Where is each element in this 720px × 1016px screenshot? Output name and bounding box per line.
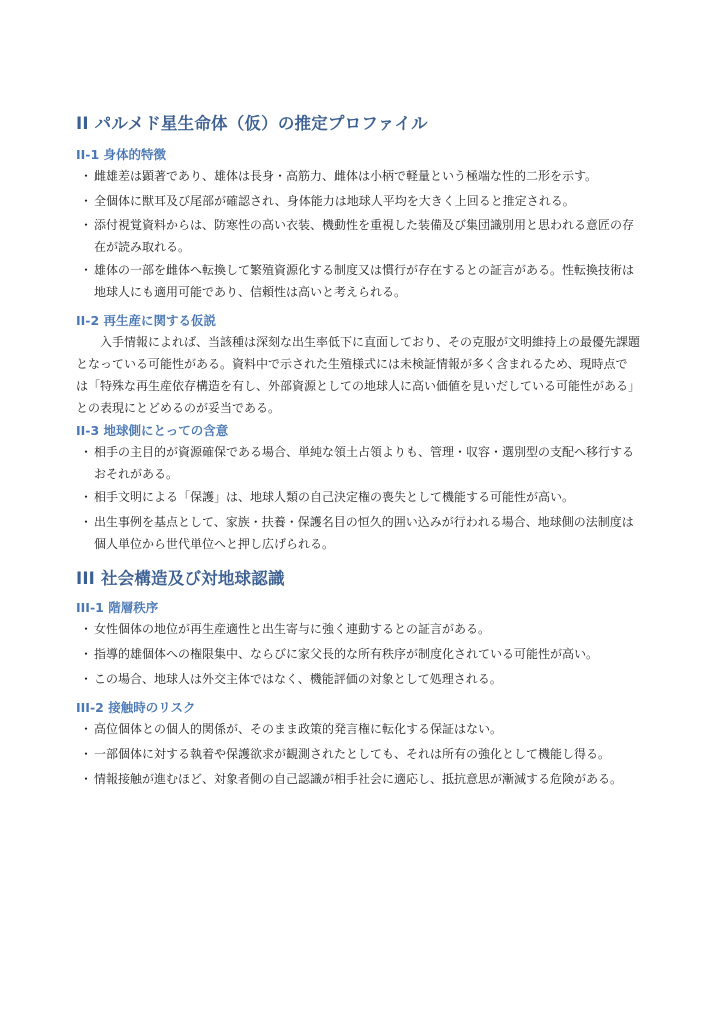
list-item-text: 女性個体の地位が再生産適性と出生寄与に強く連動するとの証言がある。 (94, 622, 491, 636)
bullet-marker: ・ (80, 445, 93, 459)
paragraph-line: 入手情報によれば、当該種は深刻な出生率低下に直面しており、その克服が文明維持上の最優先課題 (100, 335, 641, 349)
subsection-3-1-heading: III-1 階層秩序 (76, 600, 159, 615)
list-item (80, 511, 670, 555)
list-item-text: 相手文明による「保護」は、地球人類の自己決定権の喪失として機能する可能性が高い。 (94, 490, 575, 504)
list-item-text: 情報接触が進むほど、対象者側の自己認識が相手社会に適応し、抵抗意思が漸減する危険がある。 (94, 772, 623, 786)
list-item (80, 190, 670, 212)
bullet-marker: ・ (80, 490, 93, 504)
bullet-marker: ・ (80, 263, 93, 277)
subsection-2-1-heading: II-1 身体的特徴 (76, 147, 167, 162)
bullet-marker: ・ (80, 622, 93, 636)
list-item (80, 618, 670, 640)
list-item-text: 高位個体との個人的関係が、そのまま政策的発言権に転化する保証はない。 (94, 722, 503, 736)
section-2-heading: II パルメド星生命体（仮）の推定プロファイル (76, 114, 428, 133)
list-item-text: 地球人にも適用可能であり、信頼性は高いと考えられる。 (94, 285, 407, 299)
list-item-text: 出生事例を基点として、家族・扶養・保護名目の恒久的囲い込みが行われる場合、地球側の法制度は (94, 515, 634, 529)
list-item (80, 441, 670, 485)
list-item-text: この場合、地球人は外交主体ではなく、機能評価の対象として処理される。 (94, 672, 502, 686)
list-item (80, 743, 670, 765)
list-item (80, 668, 670, 690)
bullet-marker: ・ (80, 772, 93, 786)
list-item-text: おそれがある。 (94, 467, 179, 481)
list-item-text: 個人単位から世代単位へと押し広げられる。 (94, 537, 335, 551)
list-item-text: 一部個体に対する執着や保護欲求が観測されたとしても、それは所有の強化として機能し得る。 (94, 747, 611, 761)
list-item-text: 在が読み取れる。 (94, 240, 191, 254)
list-item (80, 768, 670, 790)
list-item-text: 相手の主目的が資源確保である場合、単純な領土占領よりも、管理・収容・選別型の支配へ移行する (94, 445, 635, 459)
list-item-text: 全個体に獣耳及び尾部が確認され、身体能力は地球人平均を大きく上回ると推定される。 (94, 194, 575, 208)
paragraph-line: は「特殊な再生産依存構造を有し、外部資源としての地球人に高い価値を見いだしている可能性がある」 (76, 379, 641, 393)
list-item (80, 165, 670, 187)
paragraph-line: となっている可能性がある。資料中で示された生殖様式には未検証情報が多く含まれるため、現時点で (76, 357, 628, 371)
bullet-marker: ・ (80, 169, 93, 183)
bullet-marker: ・ (80, 722, 93, 736)
list-item (80, 643, 670, 665)
bullet-marker: ・ (80, 194, 93, 208)
section-3-heading: III 社会構造及び対地球認識 (76, 569, 285, 588)
subsection-3-2-heading: III-2 接触時のリスク (76, 700, 196, 715)
subsection-2-3-heading: II-3 地球側にとっての含意 (76, 423, 229, 438)
bullet-marker: ・ (80, 515, 93, 529)
bullet-marker: ・ (80, 647, 93, 661)
list-item (80, 259, 670, 303)
list-item-text: 指導的雄個体への権限集中、ならびに家父長的な所有秩序が制度化されている可能性が高い。 (94, 647, 599, 661)
subsection-2-2-heading: II-2 再生産に関する仮説 (76, 313, 217, 328)
list-item-text: 雌雄差は顕著であり、雄体は長身・高筋力、雌体は小柄で軽量という極端な性的二形を示す。 (94, 169, 598, 183)
bullet-marker: ・ (80, 672, 93, 686)
list-item (80, 718, 670, 740)
list-item-text: 雄体の一部を雌体へ転換して繁殖資源化する制度又は慣行が存在するとの証言がある。性転換技術は (94, 263, 635, 277)
bullet-marker: ・ (80, 747, 93, 761)
bullet-marker: ・ (80, 218, 93, 232)
paragraph (76, 331, 676, 419)
list-item (80, 486, 670, 508)
list-item (80, 214, 670, 258)
list-item-text: 添付視覚資料からは、防寒性の高い衣装、機動性を重視した装備及び集団識別用と思われる意匠の存 (94, 218, 635, 232)
paragraph-line: との表現にとどめるのが妥当である。 (76, 401, 281, 415)
